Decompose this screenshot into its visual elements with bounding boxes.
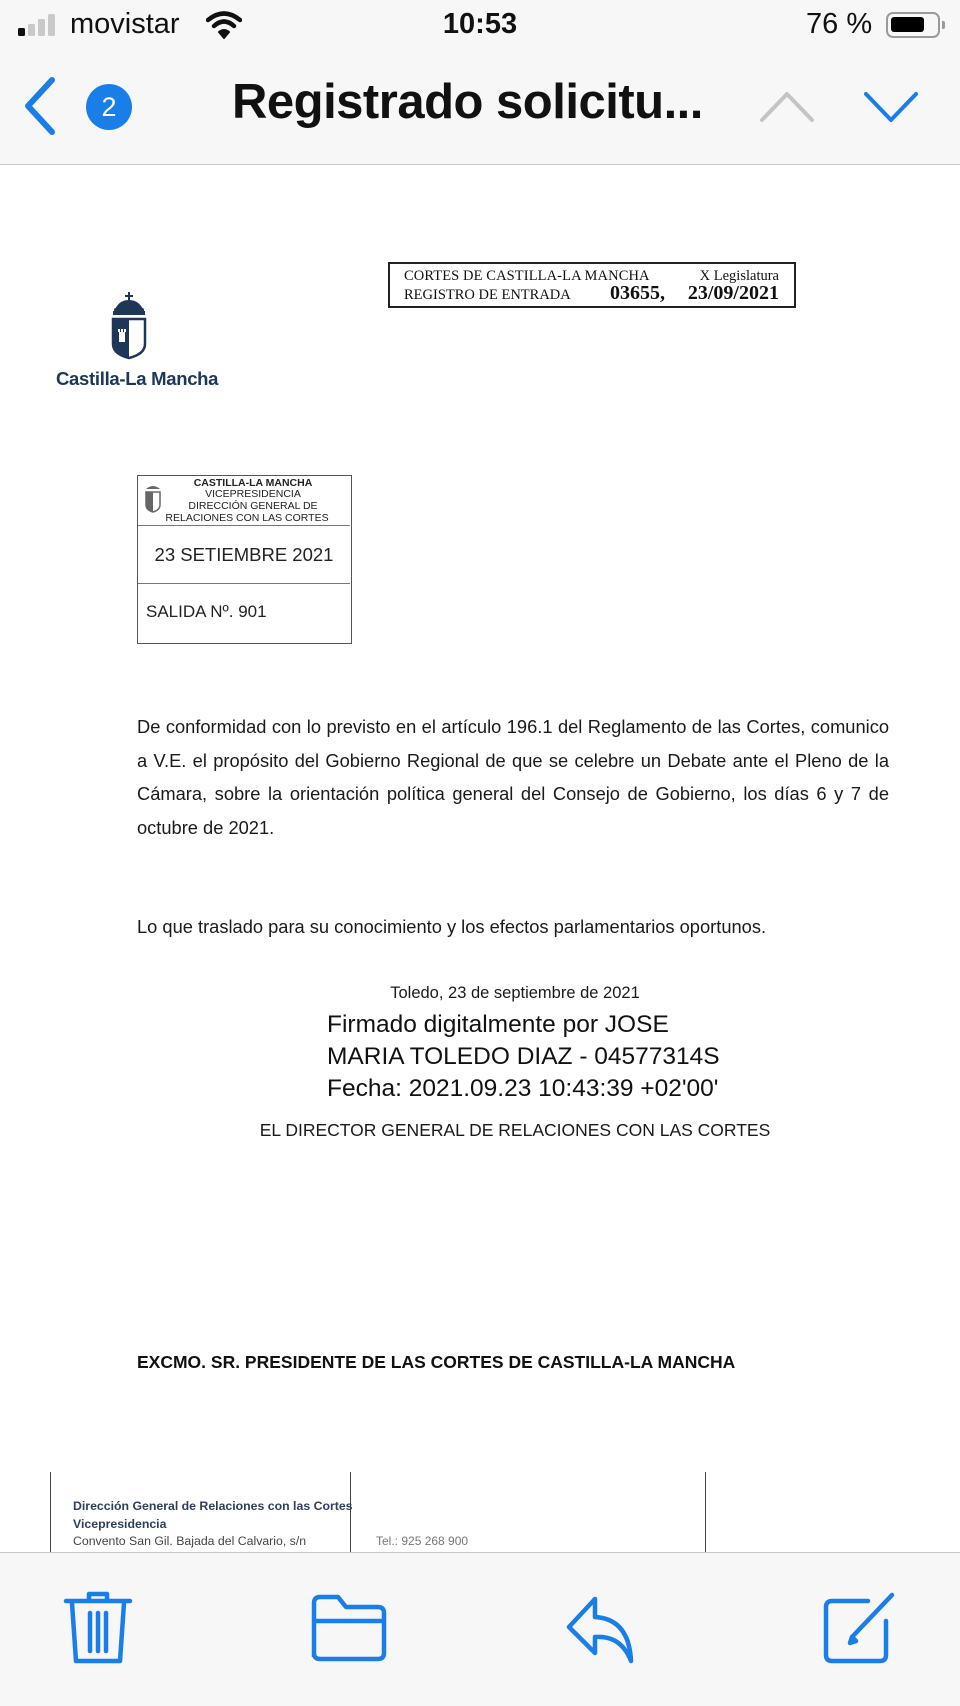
footer-address: Convento San Gil. Bajada del Calvario, s/n xyxy=(73,1534,307,1548)
exit-stamp xyxy=(137,475,352,644)
footer-phone: Tel.: 925 268 900 xyxy=(376,1534,469,1548)
exit-stamp-line3: DIRECCIÓN GENERAL DE xyxy=(188,500,318,512)
letter-closing: Lo que traslado para su conocimiento y los efectos parlamentarios oportunos. xyxy=(137,916,767,937)
carrier-name: movistar xyxy=(70,8,180,40)
document-view[interactable] xyxy=(0,166,960,1552)
letterhead-footer xyxy=(0,1472,960,1552)
navigation-bar xyxy=(0,52,960,165)
registry-date: 23/09/2021 xyxy=(687,282,779,304)
reply-icon[interactable] xyxy=(565,1591,637,1665)
bottom-toolbar xyxy=(0,1552,960,1706)
exit-stamp-line2: VICEPRESIDENCIA xyxy=(205,488,301,500)
registry-legislature: X Legislatura xyxy=(699,268,779,284)
logo-text: Castilla-La Mancha xyxy=(56,368,219,389)
footer-divider xyxy=(705,1472,706,1552)
signature-line-1: Firmado digitalmente por JOSE xyxy=(327,1011,669,1038)
signature-line-3: Fecha: 2021.09.23 10:43:39 +02'00' xyxy=(327,1075,719,1102)
signer-title: EL DIRECTOR GENERAL DE RELACIONES CON LAS CORTES xyxy=(259,1120,771,1140)
place-and-date: Toledo, 23 de septiembre de 2021 xyxy=(390,984,640,1002)
exit-stamp-number: SALIDA Nº. 901 xyxy=(146,602,267,621)
trash-icon[interactable] xyxy=(63,1591,133,1665)
exit-stamp-date: 23 SETIEMBRE 2021 xyxy=(138,526,350,584)
footer-org: Dirección General de Relaciones con las Cortes xyxy=(73,1499,353,1513)
chevron-up-icon[interactable] xyxy=(758,86,816,128)
compose-icon[interactable] xyxy=(822,1591,900,1665)
signature-line-2: MARIA TOLEDO DIAZ - 04577314S xyxy=(327,1043,720,1070)
chevron-left-icon[interactable] xyxy=(18,76,62,136)
registry-number: 03655, xyxy=(610,282,665,304)
exit-stamp-line1: CASTILLA-LA MANCHA xyxy=(193,477,313,489)
addressee: EXCMO. SR. PRESIDENTE DE LAS CORTES DE CASTILLA-LA MANCHA xyxy=(137,1352,736,1372)
registry-stamp xyxy=(388,262,796,308)
message-subject-title: Registrado solicitu... xyxy=(232,75,703,129)
registry-label: REGISTRO DE ENTRADA xyxy=(404,287,571,303)
battery-icon xyxy=(886,12,940,38)
clock: 10:53 xyxy=(442,8,518,40)
digital-signature xyxy=(327,1009,720,1105)
unread-count-badge[interactable]: 2 xyxy=(86,84,132,130)
chevron-down-icon[interactable] xyxy=(862,86,920,128)
exit-stamp-line4: RELACIONES CON LAS CORTES xyxy=(165,512,329,524)
footer-divider xyxy=(50,1472,51,1552)
battery-percent: 76 % xyxy=(806,8,873,40)
letter-body: De conformidad con lo previsto en el artículo 196.1 del Reglamento de las Cortes, comunico a V.E. el propósito del Gobierno Regional de que se celebre un Debate ante el Pleno de la Cámara, sobre la orientación política general del Consejo de Gobierno, los días 6 y 7 de octubre de 2021. xyxy=(137,716,889,838)
status-bar xyxy=(0,0,960,52)
footer-dept: Vicepresidencia xyxy=(73,1517,167,1531)
registry-institution: CORTES DE CASTILLA-LA MANCHA xyxy=(404,268,650,284)
folder-icon[interactable] xyxy=(308,1591,388,1665)
